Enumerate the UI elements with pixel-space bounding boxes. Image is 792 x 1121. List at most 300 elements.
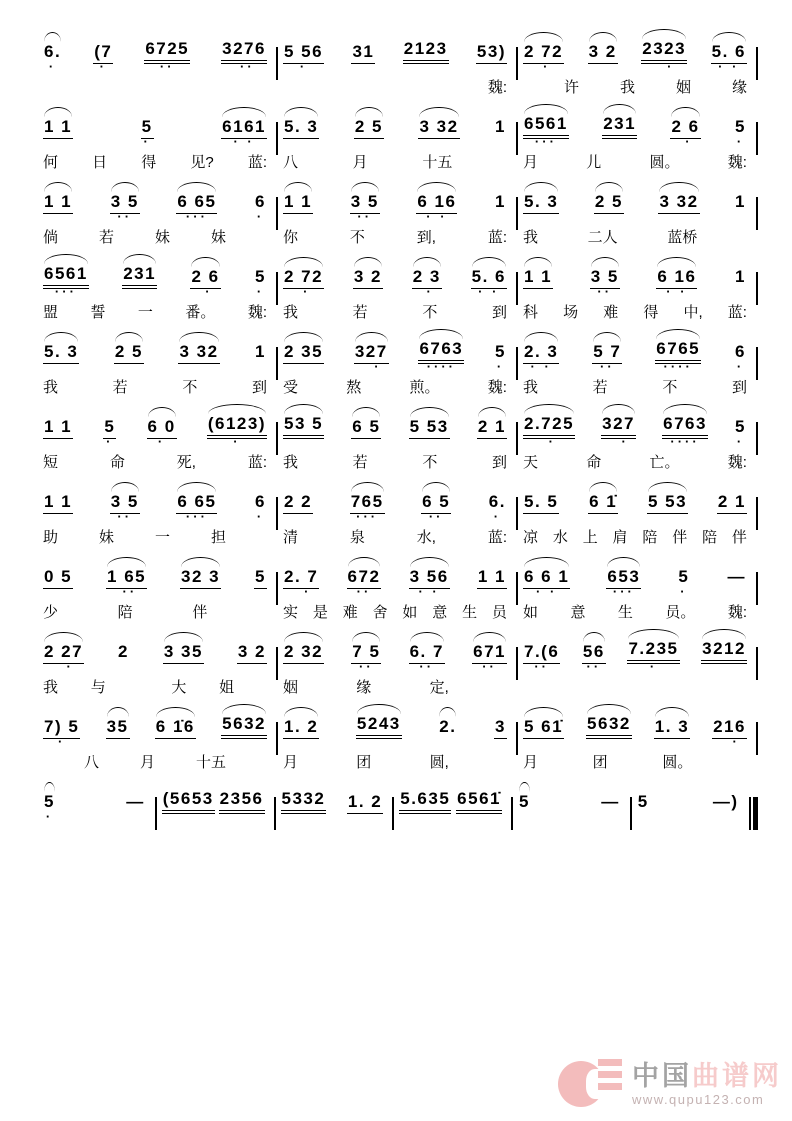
- note-group: [254, 192, 267, 222]
- score-line: [38, 261, 758, 336]
- note-group: [221, 39, 267, 72]
- barline: [756, 497, 758, 530]
- notes-row: [278, 561, 516, 597]
- note-group: [43, 417, 73, 447]
- lyric-syllable: 场: [563, 304, 579, 321]
- lyric-syllable: 到,: [416, 229, 436, 246]
- lyric-syllable: 中,: [683, 304, 703, 321]
- note-group: [518, 792, 531, 822]
- note-group: [163, 642, 204, 672]
- score-line: [38, 786, 758, 861]
- octave-dots: ··: [428, 509, 444, 524]
- note-group: [592, 342, 622, 372]
- note-text: 6: [255, 192, 266, 211]
- notes-row: [518, 336, 756, 372]
- lyric-syllable: 助: [43, 529, 59, 546]
- note-text: 1. 2: [347, 792, 383, 814]
- note-text: 1: [255, 342, 266, 361]
- note-text: 3 32: [178, 342, 219, 364]
- note-text: 2 3: [412, 267, 442, 289]
- note-text: 5: [678, 567, 690, 586]
- note-text: 6 1̇: [588, 492, 618, 514]
- lyric-syllable: 团: [592, 754, 608, 771]
- lyric-syllable: 魏:: [727, 154, 747, 171]
- note-group: [117, 642, 130, 672]
- logo-bars: [598, 1059, 622, 1090]
- note-text: 6 5: [351, 417, 381, 439]
- octave-dots: ··: [233, 59, 255, 74]
- note-group: [356, 714, 402, 747]
- note-text: 1 1: [283, 192, 313, 214]
- note-group: [494, 717, 507, 747]
- note-group: [438, 717, 457, 747]
- barline: [756, 122, 758, 155]
- lyric-syllable: 月: [523, 154, 539, 171]
- lyrics-row: [278, 72, 516, 96]
- note-group: [523, 717, 564, 747]
- note-group: [523, 42, 564, 72]
- lyric-syllable: 你: [283, 229, 299, 246]
- barline: [756, 647, 758, 680]
- octave-dots: ····: [663, 359, 693, 374]
- note-group: [494, 342, 507, 372]
- note-group: [670, 117, 700, 147]
- note-group: [283, 342, 324, 372]
- note-text: 2 72: [523, 42, 564, 64]
- note-text: 1 1: [43, 192, 73, 214]
- notes-row: [278, 411, 516, 447]
- note-group: [523, 642, 560, 672]
- measure: [278, 561, 516, 621]
- notes-row: [38, 261, 276, 297]
- lyric-syllable: 缘: [356, 679, 372, 696]
- barline: [756, 197, 758, 230]
- note-text: 53 5: [283, 414, 324, 439]
- note-text: 1: [495, 192, 506, 211]
- lyric-syllable: 伴: [731, 529, 747, 546]
- lyric-syllable: 意: [570, 604, 586, 621]
- measure: [157, 786, 274, 846]
- octave-dots: ·: [360, 359, 382, 374]
- lyric-syllable: 月: [139, 754, 155, 771]
- note-group: [734, 192, 747, 222]
- measure: [518, 336, 756, 396]
- note-text: 2.: [439, 717, 457, 736]
- lyric-syllable: 凉: [523, 529, 539, 546]
- note-text: 2 5: [114, 342, 144, 364]
- note-group: [43, 342, 79, 372]
- note-group: [353, 267, 383, 297]
- score-line: [38, 486, 758, 561]
- note-text: 3 56: [409, 567, 450, 589]
- octave-dots: ·: [296, 284, 311, 299]
- note-text: 671: [472, 642, 507, 664]
- note-group: [712, 717, 747, 747]
- note-group: [734, 267, 747, 297]
- note-text: —: [727, 567, 746, 586]
- note-group: [588, 492, 618, 522]
- note-text: 1. 2: [283, 717, 319, 739]
- lyric-syllable: 姻: [283, 679, 299, 696]
- note-group: [637, 792, 650, 822]
- notes-row: [278, 711, 516, 747]
- note-text: 6763: [662, 414, 708, 439]
- note-group: [221, 117, 267, 147]
- note-group: [237, 642, 267, 672]
- lyric-syllable: 不: [662, 379, 678, 396]
- measure: [38, 111, 276, 171]
- note-group: [412, 267, 442, 297]
- watermark: [558, 1055, 782, 1113]
- note-group: [351, 642, 381, 672]
- measure: [278, 411, 516, 471]
- note-text: 6. 7: [409, 642, 445, 664]
- lyric-syllable: 月: [283, 754, 299, 771]
- octave-dots: ···: [185, 209, 208, 224]
- lyric-syllable: 难: [342, 604, 358, 621]
- note-text: 5: [141, 117, 154, 139]
- lyric-syllable: 月: [523, 754, 539, 771]
- note-group: [283, 117, 319, 147]
- lyric-syllable: 科: [523, 304, 539, 321]
- lyric-syllable: 缘: [731, 79, 747, 96]
- measure: [38, 711, 276, 771]
- lyric-syllable: 上: [582, 529, 598, 546]
- lyric-syllable: 八: [283, 154, 299, 171]
- octave-dots: ··: [159, 59, 175, 74]
- octave-dots: ·: [736, 434, 745, 449]
- lyrics-row: [278, 447, 516, 471]
- note-text: 1 1: [43, 117, 73, 139]
- score-line: [38, 186, 758, 261]
- lyrics-row: [278, 522, 516, 546]
- score-line: [38, 711, 758, 786]
- lyric-syllable: 短: [43, 454, 59, 471]
- note-text: 2 5: [354, 117, 384, 139]
- lyrics-row: [518, 372, 756, 396]
- lyric-syllable: 清: [283, 529, 299, 546]
- lyric-syllable: 陪: [642, 529, 658, 546]
- lyrics-row: [38, 747, 276, 771]
- note-group: [655, 339, 701, 372]
- lyric-syllable: 陪: [702, 529, 718, 546]
- note-text: 6.: [44, 42, 62, 61]
- note-group: [125, 792, 146, 822]
- lyric-syllable: 我: [283, 454, 299, 471]
- octave-dots: · ·: [666, 284, 688, 299]
- note-text: 2 32: [283, 642, 324, 664]
- note-text: 5: [103, 417, 116, 439]
- octave-dots: ···: [185, 509, 208, 524]
- lyric-syllable: 泉: [349, 529, 365, 546]
- score-line: [38, 561, 758, 636]
- note-group: [586, 714, 632, 747]
- note-group: [283, 42, 324, 72]
- note-text: 53): [476, 42, 507, 64]
- lyric-syllable: 我: [523, 379, 539, 396]
- note-text: 2 2: [283, 492, 313, 514]
- lyric-syllable: 不: [182, 379, 198, 396]
- notes-row: [38, 636, 276, 672]
- note-text: 6: [255, 492, 266, 511]
- lyrics-row: [518, 522, 756, 546]
- note-group: [494, 117, 507, 147]
- lyric-syllable: 我: [43, 379, 59, 396]
- note-text: 3 5: [350, 192, 380, 214]
- note-group: [471, 267, 507, 297]
- lyric-syllable: 二人: [587, 229, 618, 246]
- lyric-syllable: 若: [592, 379, 608, 396]
- note-text: 6 5: [421, 492, 451, 514]
- octave-dots: ··: [117, 209, 133, 224]
- measure: [38, 411, 276, 471]
- measure: [278, 36, 516, 96]
- lyric-syllable: 魏:: [487, 379, 507, 396]
- lyrics-row: [157, 822, 274, 846]
- lyrics-row: [38, 222, 276, 246]
- note-group: [110, 192, 140, 222]
- note-text: 2 1: [477, 417, 507, 439]
- lyric-syllable: 水: [552, 529, 568, 546]
- note-group: [254, 567, 267, 597]
- octave-dots: ·: [256, 284, 265, 299]
- note-group: [43, 567, 73, 597]
- measure: [278, 336, 516, 396]
- note-text: 6 65: [176, 192, 217, 214]
- note-text: 1 1: [477, 567, 507, 589]
- lyrics-row: [513, 822, 630, 846]
- measure: [38, 261, 276, 321]
- note-text: 7 5: [351, 642, 381, 664]
- lyric-syllable: 一: [137, 304, 153, 321]
- lyric-syllable: 许: [563, 79, 579, 96]
- octave-dots: ···: [612, 584, 635, 599]
- note-group: [155, 717, 196, 747]
- site-url: www.qupu123.com: [632, 1091, 765, 1107]
- lyric-syllable: 魏:: [487, 79, 507, 96]
- notes-row: [38, 561, 276, 597]
- note-group: [283, 567, 319, 597]
- lyrics-row: [38, 672, 276, 696]
- qupu-logo-icon: [558, 1055, 624, 1113]
- lyric-syllable: 盟: [43, 304, 59, 321]
- note-text: 6 65: [176, 492, 217, 514]
- lyric-syllable: 亡。: [649, 454, 680, 471]
- notes-row: [278, 36, 516, 72]
- note-group: [601, 414, 636, 447]
- octave-dots: · ·: [233, 134, 255, 149]
- score: [38, 36, 758, 861]
- note-group: [523, 114, 569, 147]
- note-group: [106, 567, 147, 597]
- score-line: [38, 36, 758, 111]
- lyrics-row: [518, 597, 756, 621]
- note-group: [43, 264, 89, 297]
- note-text: 5. 6: [711, 42, 747, 64]
- note-text: 5: [495, 342, 506, 361]
- note-text: 1. 3: [654, 717, 690, 739]
- note-text: 3 2: [237, 642, 267, 664]
- barline: [756, 422, 758, 455]
- notes-row: [38, 186, 276, 222]
- octave-dots: ·: [649, 659, 658, 674]
- octave-dots: ·: [106, 434, 114, 449]
- lyric-syllable: 员。: [665, 604, 696, 621]
- note-group: [477, 417, 507, 447]
- final-barline-thin: [749, 797, 751, 830]
- measure: [38, 486, 276, 546]
- note-group: [254, 492, 267, 522]
- lyric-syllable: 姻: [675, 79, 691, 96]
- note-group: [351, 42, 375, 72]
- note-text: 7.235: [627, 639, 679, 664]
- note-text: 56: [582, 642, 606, 664]
- note-text: 2 1: [717, 492, 747, 514]
- note-text: 5: [254, 567, 267, 589]
- note-text: 5: [735, 117, 746, 136]
- note-group: [717, 492, 747, 522]
- lyrics-row: [278, 147, 516, 171]
- note-text: 6 0: [147, 417, 177, 439]
- octave-dots: ··: [534, 659, 549, 674]
- octave-dots: ·: [99, 59, 107, 74]
- note-group: [147, 417, 177, 447]
- note-text: 3 32: [658, 192, 699, 214]
- octave-dots: · ·: [718, 59, 740, 74]
- note-group: [347, 792, 383, 822]
- lyric-syllable: 死,: [176, 454, 196, 471]
- lyric-syllable: 魏:: [727, 454, 747, 471]
- score-line: [38, 111, 758, 186]
- note-group: [43, 192, 73, 222]
- notes-row: [518, 561, 756, 597]
- lyrics-row: [518, 222, 756, 246]
- lyric-syllable: 十五: [422, 154, 453, 171]
- lyrics-row: [278, 672, 516, 696]
- lyric-syllable: 蓝:: [727, 304, 747, 321]
- lyric-syllable: 若: [99, 229, 115, 246]
- note-text: 5 61̇: [523, 717, 564, 739]
- note-group: [523, 342, 559, 372]
- octave-dots: ·: [57, 734, 66, 749]
- octave-dots: ···: [356, 509, 379, 524]
- note-text: 5243: [356, 714, 402, 739]
- measure: [278, 111, 516, 171]
- lyric-syllable: 我: [283, 304, 299, 321]
- lyric-syllable: 妹: [155, 229, 171, 246]
- octave-dots: ·: [299, 59, 308, 74]
- lyric-syllable: 一: [155, 529, 171, 546]
- note-group: [350, 492, 385, 522]
- lyric-syllable: 少: [43, 604, 59, 621]
- note-text: 6 6 1: [523, 567, 570, 589]
- barline: [756, 722, 758, 755]
- octave-dots: ·: [419, 284, 434, 299]
- note-text: 6 16: [416, 192, 457, 214]
- notes-row: [157, 786, 274, 822]
- octave-dots: · ·: [478, 284, 500, 299]
- note-text: 765: [350, 492, 385, 514]
- note-group: [418, 339, 464, 372]
- lyrics-row: [278, 297, 516, 321]
- note-text: 2 35: [283, 342, 324, 364]
- note-text: 231: [122, 264, 157, 289]
- note-group: [221, 714, 267, 747]
- note-group: [281, 789, 327, 822]
- octave-dots: ·: [653, 59, 675, 74]
- note-text: —: [601, 792, 620, 811]
- note-text: 3 35: [163, 642, 204, 664]
- note-group: [523, 492, 559, 522]
- measure: [518, 486, 756, 546]
- octave-dots: ····: [670, 434, 700, 449]
- octave-dots: ·: [719, 734, 740, 749]
- note-text: 672: [347, 567, 382, 589]
- note-text: 2 5: [594, 192, 624, 214]
- note-text: 6725: [144, 39, 190, 64]
- note-group: [641, 39, 687, 72]
- note-text: —: [126, 792, 145, 811]
- notes-row: [518, 636, 756, 672]
- lyric-syllable: 到: [251, 379, 267, 396]
- measure: [278, 636, 516, 696]
- lyric-syllable: 不: [422, 304, 438, 321]
- lyric-syllable: 蓝:: [247, 154, 267, 171]
- lyric-syllable: 大: [171, 679, 187, 696]
- octave-dots: ··: [356, 584, 372, 599]
- notes-row: [38, 336, 276, 372]
- notes-row: [38, 111, 276, 147]
- measure: [38, 336, 276, 396]
- lyric-syllable: 伴: [192, 604, 208, 621]
- octave-dots: ···: [534, 134, 557, 149]
- note-text: 7) 5: [43, 717, 80, 739]
- lyrics-row: [38, 447, 276, 471]
- lyric-syllable: 煎。: [409, 379, 440, 396]
- note-group: [347, 567, 382, 597]
- octave-dots: · ·: [418, 584, 440, 599]
- lyric-syllable: 舍: [372, 604, 388, 621]
- lyrics-row: [518, 72, 756, 96]
- lyric-syllable: 实: [283, 604, 299, 621]
- measure: [38, 186, 276, 246]
- note-group: [114, 342, 144, 372]
- notes-row: [278, 486, 516, 522]
- lyric-syllable: 受: [283, 379, 299, 396]
- note-text: 216: [712, 717, 747, 739]
- lyric-syllable: 誓: [90, 304, 106, 321]
- barline: [756, 572, 758, 605]
- score-line: [38, 411, 758, 486]
- measure: [278, 486, 516, 546]
- lyric-syllable: 命: [586, 454, 602, 471]
- note-group: [103, 417, 116, 447]
- octave-dots: ·: [48, 59, 57, 74]
- lyric-syllable: 员: [491, 604, 507, 621]
- note-group: [409, 642, 445, 672]
- note-group: [734, 342, 747, 372]
- lyric-syllable: 意: [432, 604, 448, 621]
- note-text: 2. 3: [523, 342, 559, 364]
- note-group: [409, 417, 450, 447]
- note-text: 5 7: [592, 342, 622, 364]
- octave-dots: ··: [482, 659, 497, 674]
- notes-row: [518, 411, 756, 447]
- note-text: —): [712, 792, 739, 811]
- octave-dots: ·: [256, 509, 265, 524]
- octave-dots: ·: [45, 809, 54, 824]
- lyric-syllable: 是: [312, 604, 328, 621]
